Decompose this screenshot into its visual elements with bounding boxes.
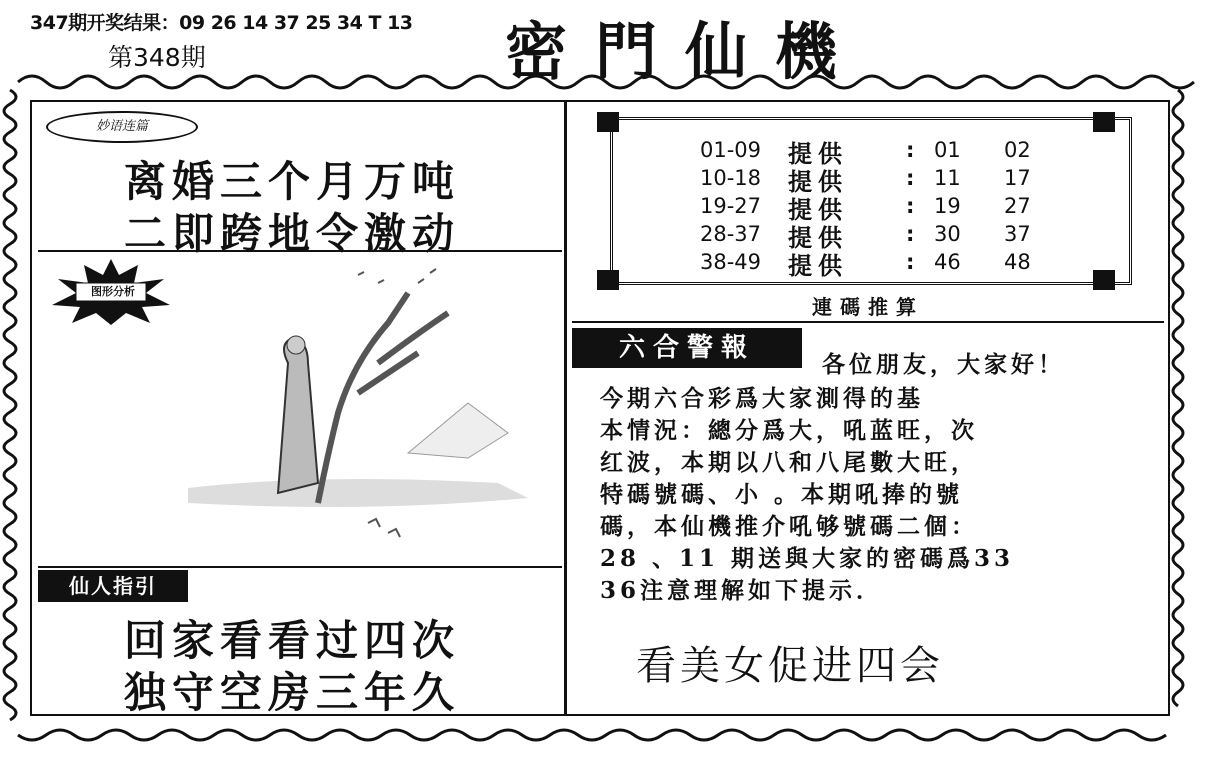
warning-hint: 看美女促进四会 [636,643,944,689]
masthead-title: 密門仙機 [505,15,866,88]
warning-line: 碼，本仙機推介吼够號碼二個： [600,513,978,540]
last-draw-result: 347期开奖结果：09 26 14 37 25 34 T 13 [30,12,413,34]
table-cell-range: 01-09 [700,138,762,162]
table-cell-a: 01 [934,138,961,162]
bottom-poem-line-1: 回家看看过四次 [124,616,461,665]
warning-line: 28 、11 期送與大家的密碼爲33 [600,545,1015,572]
warning-greeting: 各位朋友，大家好！ [822,351,1065,378]
table-cell-b: 48 [1004,250,1031,274]
table-cell-word: 提供 [788,140,848,168]
corner-ornament-icon [596,111,620,133]
warning-line: 本情況：總分爲大，吼蓝旺，次 [600,417,978,444]
table-cell-range: 19-27 [700,194,762,218]
table-cell-sep: : [906,138,915,162]
issue-number: 第348期 [108,43,206,72]
table-cell-b: 17 [1004,166,1031,190]
table-cell-a: 11 [934,166,961,190]
table-cell-sep: : [906,194,915,218]
guidance-label: 仙人指引 [38,570,188,602]
table-cell-sep: : [906,222,915,246]
warning-line: 36注意理解如下提示． [600,577,884,604]
table-cell-b: 02 [1004,138,1031,162]
table-cell-range: 38-49 [700,250,762,274]
corner-ornament-icon [596,269,620,291]
table-caption: 連碼推算 [812,295,924,319]
table-cell-word: 提供 [788,252,848,280]
left-top-panel [38,105,562,258]
table-cell-a: 19 [934,194,961,218]
warning-line: 特碼號碼、小 。本期吼捧的號 [600,481,964,508]
left-bottom-panel [38,566,562,717]
table-cell-a: 30 [934,222,961,246]
image-badge: 图形分析 [91,285,135,298]
number-table-panel [572,105,1164,323]
top-poem-line-2: 二即跨地令激动 [124,209,461,258]
top-poem-line-1: 离婚三个月万吨 [124,157,461,206]
sage-under-tree-illustration [168,253,558,553]
table-cell-sep: : [906,166,915,190]
warning-label: 六合警報 [572,328,802,368]
table-cell-word: 提供 [788,224,848,252]
corner-ornament-icon [1092,269,1116,291]
table-cell-range: 10-18 [700,166,762,190]
badge-oval: 妙语连篇 [46,111,198,143]
illustration-panel [38,253,562,563]
table-cell-word: 提供 [788,168,848,196]
column-divider [564,100,567,714]
bottom-poem-line-2: 独守空房三年久 [124,668,461,717]
table-cell-a: 46 [934,250,961,274]
table-cell-b: 37 [1004,222,1031,246]
corner-ornament-icon [1092,111,1116,133]
warning-line: 今期六合彩爲大家測得的基 [600,385,924,412]
table-cell-range: 28-37 [700,222,762,246]
table-cell-sep: : [906,250,915,274]
table-frame [610,117,1132,285]
table-cell-word: 提供 [788,196,848,224]
warning-line: 红波，本期以八和八尾數大旺， [600,449,978,476]
table-cell-b: 27 [1004,194,1031,218]
warning-panel [572,326,1164,712]
